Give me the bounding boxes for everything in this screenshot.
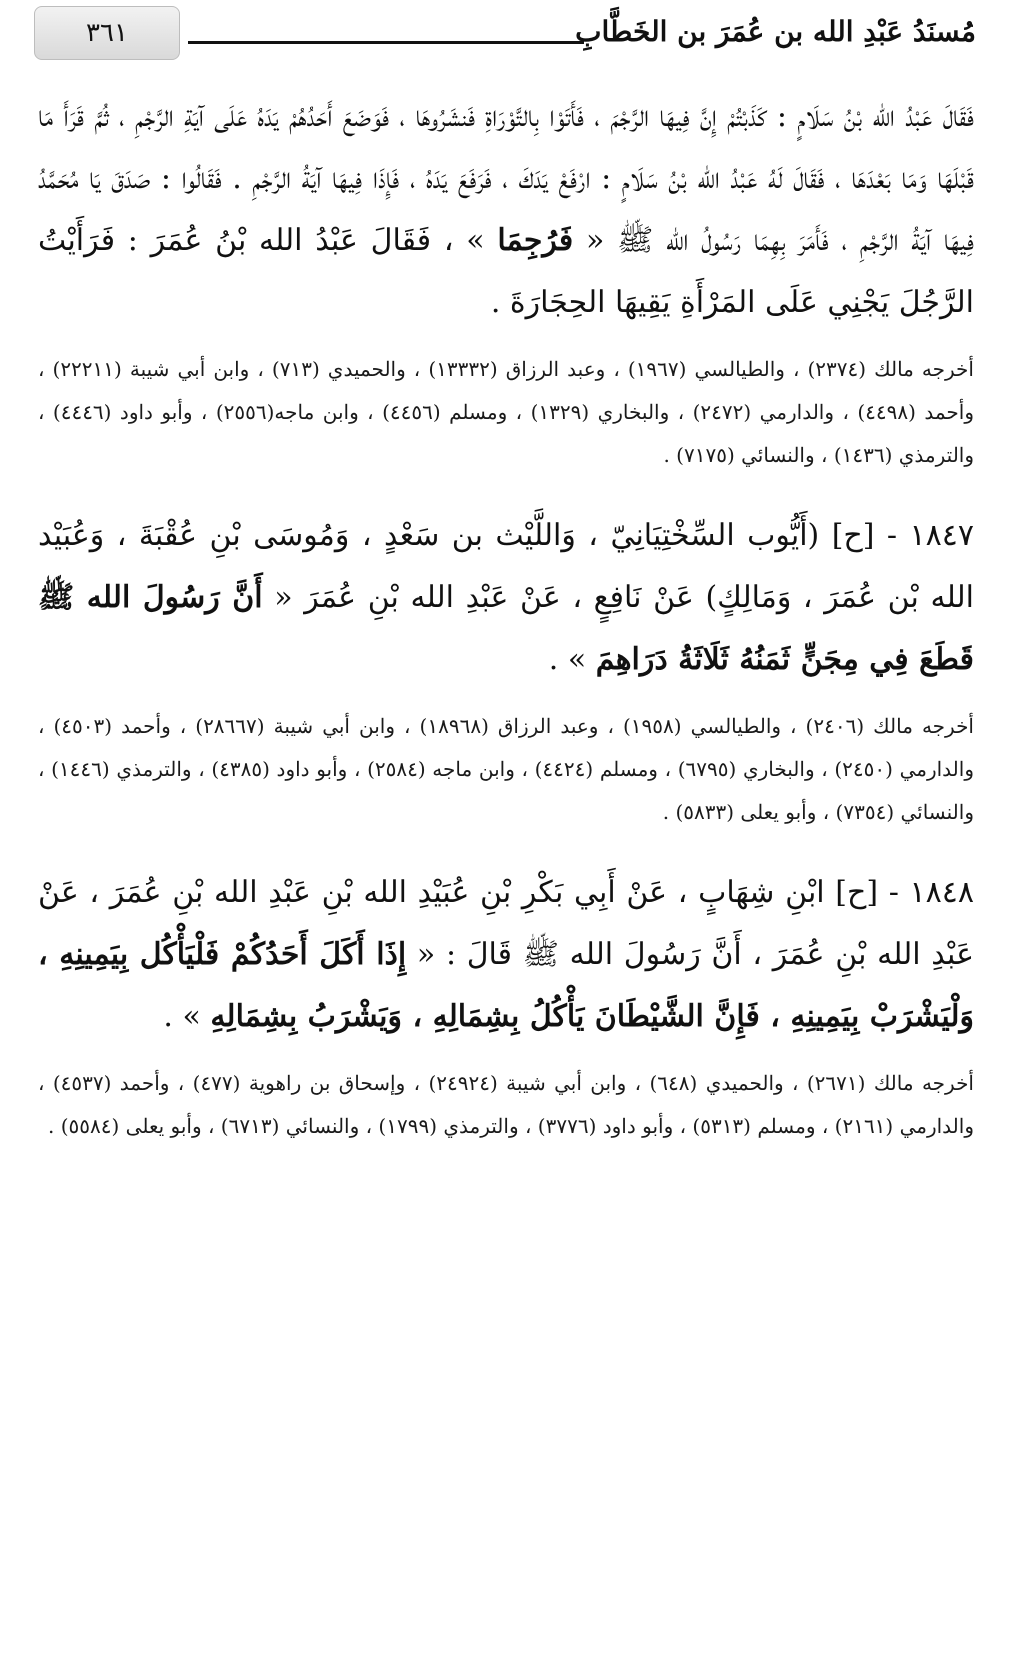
narration-text: » . (548, 642, 596, 677)
page-number-badge: ٣٦١ (34, 6, 180, 60)
takhrij-footnote: أخرجه مالك (٢٦٧١) ، والحميدي (٦٤٨) ، وابن أبي شيبة (٢٤٩٢٤) ، وإسحاق بن راهوية (٤٧٧) ، وأحمد (٤٥٣٧) ، والدارمي (٢١٦١) ، ومسلم (٥٣١٣) ، وأبو داود (٣٧٧٦) ، والترمذي (١٧٩٩) ، والنسائي (٦٧١٣) ، وأبو يعلى (٥٥٨٤) . (38, 1071, 974, 1138)
hadith-block (38, 862, 974, 1148)
narration-text: » ، فَقَالَ عَبْدُ الله بْنُ عُمَرَ : فَرَأَيْتُ الرَّجُلَ يَجْنِي عَلَى المَرْأَةِ يَقِيهَا الحِجَارَةَ . (38, 223, 974, 320)
prophetic-text: أَنَّ رَسُولَ الله ﷺ قَطَعَ فِي مِجَنٍّ ثَمَنُهُ ثَلَاثَةُ دَرَاهِمَ (38, 580, 974, 677)
page-content (38, 86, 974, 1148)
hadith-text (38, 86, 974, 334)
hadith-text (38, 862, 974, 1048)
narration-text: ١٨٤٧ - [ح] (أَيُّوب السِّخْتِيَانِيّ ، وَاللَّيْث بن سَعْدٍ ، وَمُوسَى بْنِ عُقْبَةَ ، وَعُبَيْد الله بْن عُمَرَ ، وَمَالِكٍ) عَنْ نَافِعٍ ، عَنْ عَبْدِ الله بْنِ عُمَرَ « (38, 518, 974, 615)
running-title: مُسنَدُ عَبْدِ الله بن عُمَرَ بن الخَطَّابِ (575, 15, 976, 48)
hadith-block (38, 505, 974, 834)
narration-text: » . (163, 999, 211, 1034)
prophetic-text: فَرُجِمَا (497, 223, 574, 258)
page-header (34, 6, 976, 60)
narration-text: ١٨٤٨ - [ح] ابْنِ شِهَابٍ ، عَنْ أَبِي بَكْرِ بْنِ عُبَيْدِ الله بْنِ عَبْدِ الله بْنِ عُمَرَ ، عَنْ عَبْدِ الله بْنِ عُمَرَ ، أَنَّ رَسُولَ الله ﷺ قَالَ : « (38, 875, 974, 972)
takhrij-footnote: أخرجه مالك (٢٣٧٤) ، والطيالسي (١٩٦٧) ، وعبد الرزاق (١٣٣٣٢) ، والحميدي (٧١٣) ، وابن أبي شيبة (٢٢٢١١) ، وأحمد (٤٤٩٨) ، والدارمي (٢٤٧٢) ، والبخاري (١٣٢٩) ، ومسلم (٤٤٥٦) ، وابن ماجه(٢٥٥٦) ، وأبو داود (٤٤٤٦) ، والترمذي (١٤٣٦) ، والنسائي (٧١٧٥) . (38, 357, 975, 467)
hadith-block (38, 86, 974, 477)
takhrij-footnote: أخرجه مالك (٢٤٠٦) ، والطيالسي (١٩٥٨) ، وعبد الرزاق (١٨٩٦٨) ، وابن أبي شيبة (٢٨٦٦٧) ، وأحمد (٤٥٠٣) ، والدارمي (٢٤٥٠) ، والبخاري (٦٧٩٥) ، ومسلم (٤٤٢٤) ، وابن ماجه (٢٥٨٤) ، وأبو داود (٤٣٨٥) ، والترمذي (١٤٤٦) ، والنسائي (٧٣٥٤) ، وأبو يعلى (٥٨٣٣) . (38, 714, 974, 824)
header-rule (188, 41, 584, 44)
hadith-text (38, 505, 974, 691)
prophetic-text: إِذَا أَكَلَ أَحَدُكُمْ فَلْيَأْكُل بِيَمِينِهِ ، وَلْيَشْرَبْ بِيَمِينِهِ ، فَإِنَّ الشَّيْطَانَ يَأْكُلُ بِشِمَالِهِ ، وَيَشْرَبُ بِشِمَالِهِ (38, 937, 974, 1034)
narration-text: فَقَالَ عَبْدُ الله بْنُ سَلَامٍ : كَذَبْتُمْ إِنَّ فِيهَا الرَّجْمَ ، فَأَتَوْا بِالتَّوْرَاةِ فَنشَرُوهَا ، فَوَضَعَ أَحَدُهُمْ يَدَهُ عَلَى آيَةِ الرَّجْمِ ، ثُمَّ قَرَأَ مَا قَبْلَهَا وَمَا بَعْدَهَا ، فَقَالَ لَهُ عَبْدُ الله بْنُ سَلَامٍ : ارْفَعْ يَدَكَ ، فَرَفَعَ يَدَهُ ، فَإِذَا فِيهَا آيَةُ الرَّجْمِ . فَقَالُوا : صَدَقَ يَا مُحَمَّدُ فِيهَا آيَةُ الرَّجْمِ ، فَأَمَرَ بِهِمَا رَسُولُ الله ﷺ « (38, 99, 974, 258)
